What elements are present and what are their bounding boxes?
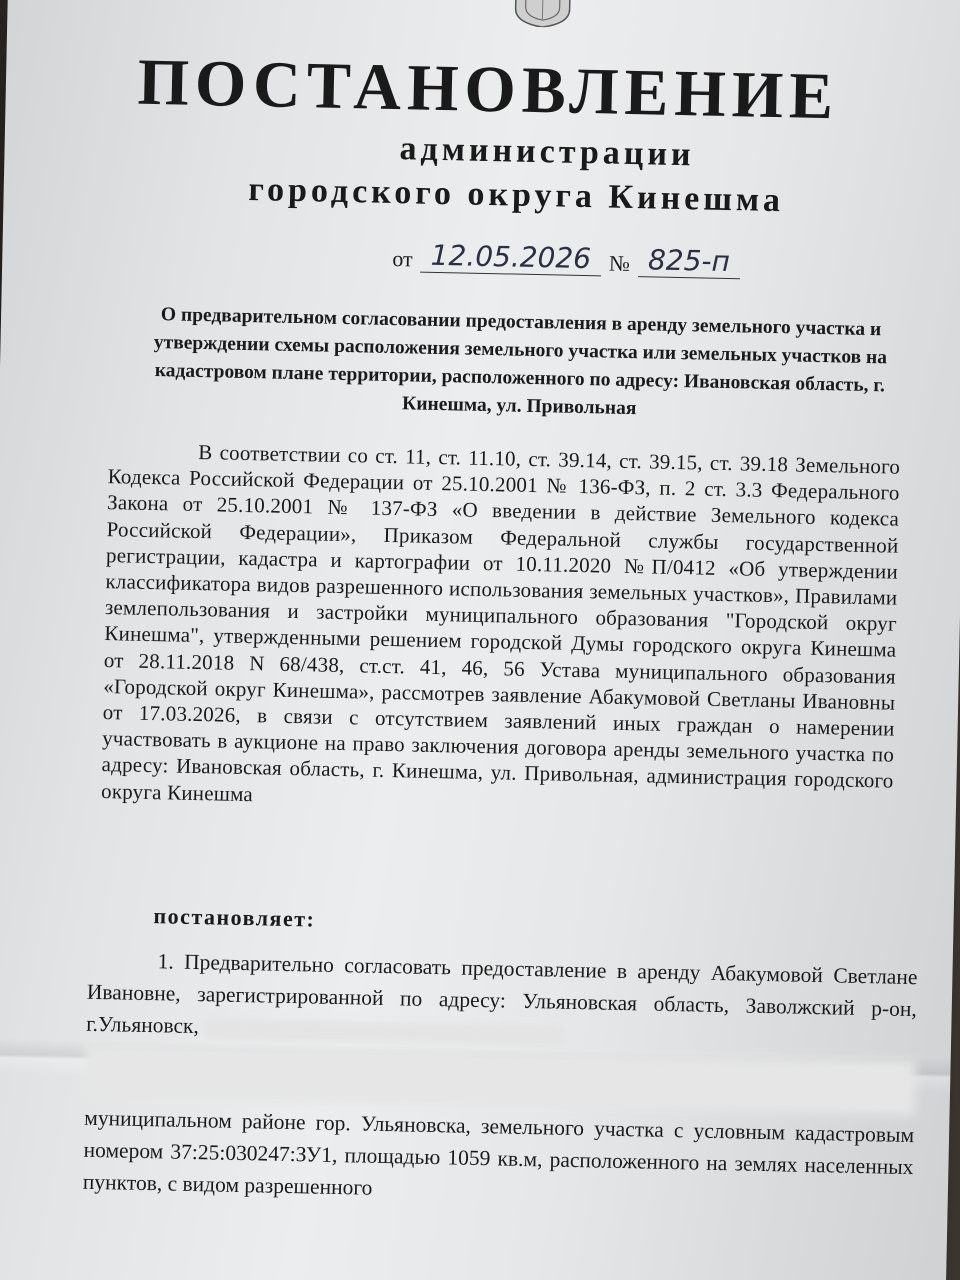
coat-of-arms-emblem: [507, 0, 578, 28]
preamble-paragraph: В соответствии со ст. 11, ст. 11.10, ст. 39.14, ст. 39.15, ст. 39.18 Земельного Кодекса Российской Федерации от 25.10.2001 № 136-ФЗ, п. 2 ст. 3.3 Федерального Закона от 25.10.2001 № 137-ФЗ «О введении в действие Земельного кодекса Российской Федерации», Приказом Федеральной службы государственной регистрации, кадастра и картографии от 10.11.2020 №П/0412 «Об утверждении классификатора видов разрешенного использования земельных участков», Правилами землепользования и застройки муниципального образования "Городской округ Кинешма", утвержденными решением городской Думы городского округа Кинешма от 28.11.2018 N 68/438, ст.ст. 41, 46, 56 Устава муниципального образования «Городской округ Кинешма», рассмотрев заявление Абакумовой Светланы Ивановны от 17.03.2026, в связи с отсутствием заявлений иных граждан о намерении участвовать в аукционе на право заключения договора аренды земельного участка по адресу: Ивановская область, г. Кинешма, ул. Привольная, администрация городского округа Кинешма: [100, 439, 901, 806]
document-subtitle-line1: администрации: [399, 130, 695, 174]
handwritten-date: 12.05.2026: [420, 239, 601, 277]
redacted-region-inline: [204, 1018, 564, 1046]
decree-item-1: [83, 944, 918, 1215]
document-subject: О предварительном согласовании предоставления в аренду земельного участка и утверждении схемы расположения земельного участка или земельных участков на кадастровом плане территории, расположенного по адресу: Ивановская область, г. Кинешма, ул. Привольная: [153, 304, 888, 420]
decree-word: постановляет:: [153, 903, 316, 932]
handwritten-number: 825-п: [638, 243, 741, 279]
item1-text-part2: муниципальном районе гор. Ульяновска, земельного участка с условным кадастровым номером 37:25:030247:ЗУ1, площадью 1059 кв.м, расположенного на землях населенных пунктов, с видом разрешенного: [82, 1105, 915, 1200]
document-title: ПОСТАНОВЛЕНИЕ: [136, 45, 840, 134]
redacted-region-line: [85, 1044, 916, 1115]
document-subtitle-line2: городского округа Кинешма: [248, 170, 785, 220]
date-number-line: [392, 238, 740, 279]
date-prefix: от: [392, 246, 413, 272]
number-prefix: №: [608, 250, 631, 276]
item1-text-part1: 1. Предварительно согласовать предоставление в аренду Абакумовой Светлане Ивановне, зарегистрированной по адресу: Ульяновская область, Заволжский р-он, г.Ульяновск,: [86, 949, 918, 1039]
